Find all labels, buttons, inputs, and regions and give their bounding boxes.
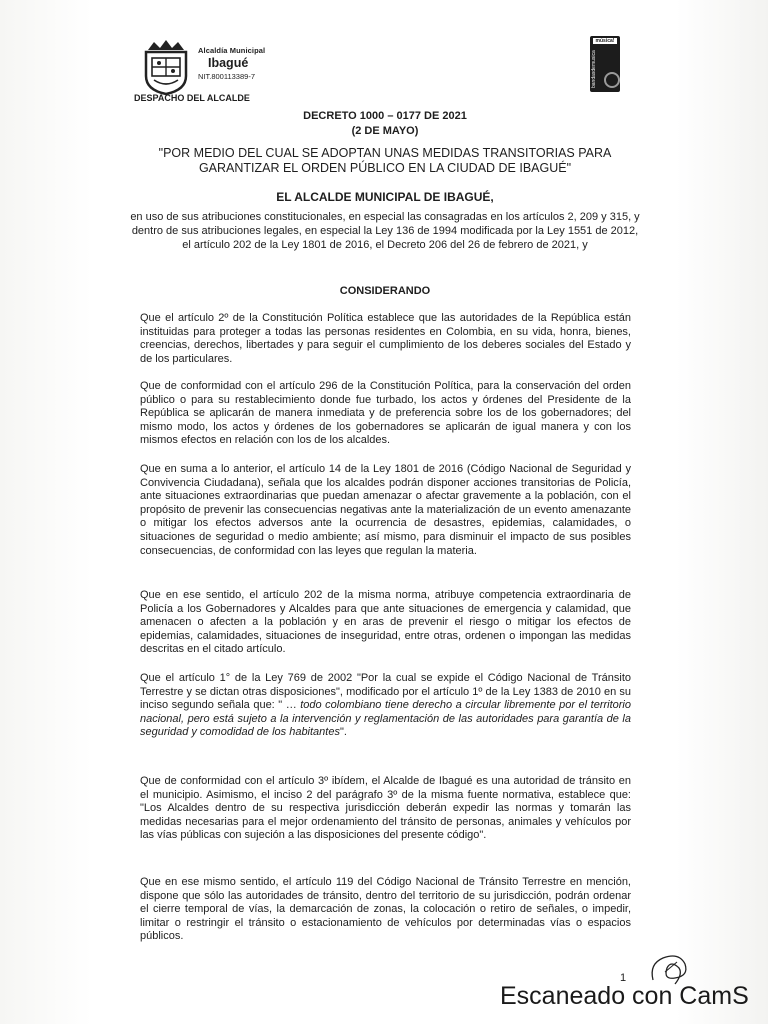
page-number: 1 [620,972,627,984]
considerando-heading: CONSIDERANDO [339,285,431,297]
alcaldia-label: Alcaldía Municipal [198,46,266,55]
decree-subject: "POR MEDIO DEL CUAL SE ADOPTAN UNAS MEDIDAS TRANSITORIAS PARA GARANTIZAR EL ORDEN PÚBLICO EN LA CIUDAD DE IBAGUÉ" [158,146,612,175]
paragraph-2: Que de conformidad con el artículo 296 de la Constitución Política, para la conservación del orden público o para su restablecimiento donde fue turbado, los actos y órdenes del Presidente de la República se aplicarán de manera inmediata y de preferencia sobre los de los gobernadores; del mismo modo, los actos y órdenes de los gobernadores se aplicarán de igual manera y con los mismos efectos en relación con los de los alcaldes. [140,380,631,447]
decree-date: (2 DE MAYO) [351,125,419,137]
scanner-watermark: Escaneado con CamS [500,982,749,1010]
paragraph-6: Que de conformidad con el artículo 3º ibídem, el Alcalde de Ibagué es una autoridad de tránsito en el municipio. Asimismo, el inciso 2 del parágrafo 3º de la misma fuente normativa, establece que: "Los Alcaldes dentro de su respectiva jurisdicción deberán expedir las normas y tomarán las medidas necesarias para el mejor ordenamiento del tránsito de personas, animales y vehículos por las vías públicas con sujeción a las disposiciones del presente código". [140,775,631,842]
ibague-seal-icon [138,38,194,96]
paragraph-5-quote: todo colombiano tiene derecho a circular libremente por el territorio nacional, pero está sujeto a la intervención y reglamentación de las autoridades para garantía de la seguridad y comodidad de los habitantes [140,699,631,739]
paragraph-7: Que en ese mismo sentido, el artículo 119 del Código Nacional de Tránsito Terrestre en mención, dispone que sólo las autoridades de tránsito, dentro del territorio de su jurisdicción, podrán ordenar el cierre temporal de vías, la demarcación de zonas, la colocación o retiro de señales, o impedir, limitar o restringir el tránsito o estacionamiento de vehículos por determinadas vías o espacios públicos. [140,876,631,943]
music-logo-label: música! [593,38,617,44]
decree-number: DECRETO 1000 – 0177 DE 2021 [303,110,467,122]
despacho-label: DESPACHO DEL ALCALDE [134,93,250,103]
paragraph-1: Que el artículo 2º de la Constitución Política establece que las autoridades de la República están instituidas para proteger a todas las personas residentes en Colombia, en su vida, honra, bienes, creencias, derechos, libertades y para seguir el cumplimiento de los deberes sociales del Estado y de los particulares. [140,312,631,365]
paragraph-5-end: ". [339,726,347,739]
music-logo-circle-icon [604,72,620,88]
paragraph-4: Que en ese sentido, el artículo 202 de la misma norma, atribuye competencia extraordinaria de Policía a los Gobernadores y Alcaldes para que ante situaciones de emergencia y calamidad, que amenacen o afecten a la población y en aras de prevenir el riesgo o mitigar los efectos de epidemias, calamidades, situaciones de inseguridad, entre otras, ordenen o impongan las medidas descritas en el citado artículo. [140,589,631,656]
nit-number: NIT.800113389-7 [198,72,255,81]
music-logo-sub: bandasdemusica [591,50,597,88]
music-logo [590,36,620,92]
paragraph-5-intro: Que el artículo 1° de la Ley 769 de 2002 "Por la cual se expide el Código Nacional de Tránsito Terrestre y se dictan otras disposiciones", modificado por el artículo 1º de la Ley 1383 de 2010 en su inciso segundo señala que: " … [140,672,631,712]
mayor-heading: EL ALCALDE MUNICIPAL DE IBAGUÉ, [276,190,494,204]
paragraph-5 [140,672,631,740]
paragraph-3: Que en suma a lo anterior, el artículo 14 de la Ley 1801 de 2016 (Código Nacional de Seguridad y Convivencia Ciudadana), señala que los alcaldes podrán disponer acciones transitorias de Policía, ante situaciones extraordinarias que puedan amenazar o afectar gravemente a la población, con el propósito de prevenir las consecuencias negativas ante la materialización de un evento amenazante o mitigar los efectos adversos ante la ocurrencia de desastres, epidemias, calamidades, o situaciones de seguridad o medio ambiente; así mismo, para disminuir el impacto de sus posibles consecuencias, de conformidad con las leyes que regulan la materia. [140,463,631,557]
legal-basis: en uso de sus atribuciones constitucionales, en especial las consagradas en los artículos 2, 209 y 315, y dentro de sus atribuciones legales, en especial la Ley 136 de 1994 modificada por la Ley 1551 de 2012, el artículo 202 de la Ley 1801 de 2016, el Decreto 206 del 26 de febrero de 2021, y [130,211,640,251]
city-name: Ibagué [208,56,249,70]
